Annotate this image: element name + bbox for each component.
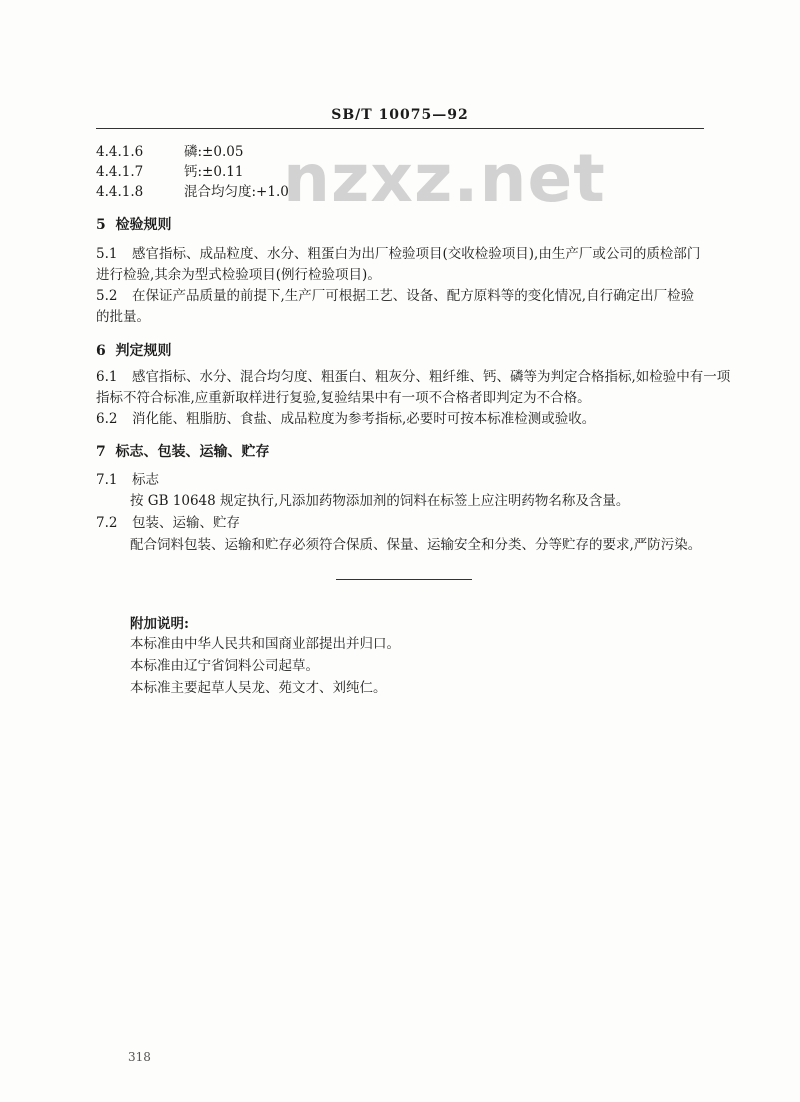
note-line: 本标准由中华人民共和国商业部提出并归口。	[130, 636, 400, 652]
watermark-text: nzxz.net	[283, 140, 606, 217]
clause-4-4-1-7	[96, 162, 243, 182]
clause-4-4-1-6	[96, 142, 243, 162]
clause-number: 4.4.1.6	[96, 144, 144, 160]
clause-5-1-line1	[96, 244, 700, 264]
section-5-heading: 5 检验规则	[96, 217, 172, 233]
clause-7-2-body: 配合饲料包装、运输和贮存必须符合保质、保量、运输安全和分类、分等贮存的要求,严防污染。	[130, 537, 702, 553]
clause-text: 感官指标、成品粒度、水分、粗蛋白为出厂检验项目(交收检验项目),由生产厂或公司的质检部门	[132, 246, 701, 262]
clause-number: 6.1	[96, 369, 118, 385]
clause-text: 钙:±0.11	[184, 164, 244, 180]
clause-number: 7.1	[96, 472, 118, 488]
end-divider	[336, 579, 472, 580]
clause-6-1-line1	[96, 367, 730, 387]
clause-6-2-line1	[96, 409, 595, 429]
standard-code-header: SB/T 10075—92	[331, 107, 469, 123]
clause-number: 4.4.1.7	[96, 164, 144, 180]
section-7-heading: 7 标志、包装、运输、贮存	[96, 444, 270, 460]
clause-text: 在保证产品质量的前提下,生产厂可根据工艺、设备、配方原料等的变化情况,自行确定出厂检验	[132, 288, 695, 304]
clause-number: 4.4.1.8	[96, 184, 144, 200]
note-line: 本标准由辽宁省饲料公司起草。	[130, 658, 319, 674]
clause-4-4-1-8	[96, 182, 289, 202]
clause-number: 6.2	[96, 411, 118, 427]
clause-7-1-body: 按 GB 10648 规定执行,凡添加药物添加剂的饲料在标签上应注明药物名称及含量。	[130, 493, 630, 509]
clause-number: 7.2	[96, 515, 118, 531]
clause-5-2-line1	[96, 286, 694, 306]
clause-title: 包装、运输、贮存	[132, 515, 240, 531]
clause-5-2-line2: 的批量。	[96, 309, 150, 325]
clause-number: 5.1	[96, 246, 118, 262]
clause-text: 磷:±0.05	[184, 144, 244, 160]
clause-5-1-line2: 进行检验,其余为型式检验项目(例行检验项目)。	[96, 267, 381, 283]
notes-title: 附加说明:	[130, 616, 189, 632]
clause-number: 5.2	[96, 288, 118, 304]
clause-7-1-title	[96, 470, 159, 490]
clause-text: 混合均匀度:+1.0	[184, 184, 289, 200]
clause-title: 标志	[132, 472, 159, 488]
clause-6-1-line2: 指标不符合标准,应重新取样进行复验,复验结果中有一项不合格者即判定为不合格。	[96, 390, 591, 406]
note-line: 本标准主要起草人吴龙、苑文才、刘纯仁。	[130, 680, 387, 696]
clause-text: 感官指标、水分、混合均匀度、粗蛋白、粗灰分、粗纤维、钙、磷等为判定合格指标,如检验中有一项	[132, 369, 731, 385]
page-number: 318	[128, 1050, 151, 1064]
clause-7-2-title	[96, 513, 240, 533]
clause-text: 消化能、粗脂肪、食盐、成品粒度为参考指标,必要时可按本标准检测或验收。	[132, 411, 596, 427]
header-rule	[96, 128, 704, 129]
section-6-heading: 6 判定规则	[96, 343, 172, 359]
